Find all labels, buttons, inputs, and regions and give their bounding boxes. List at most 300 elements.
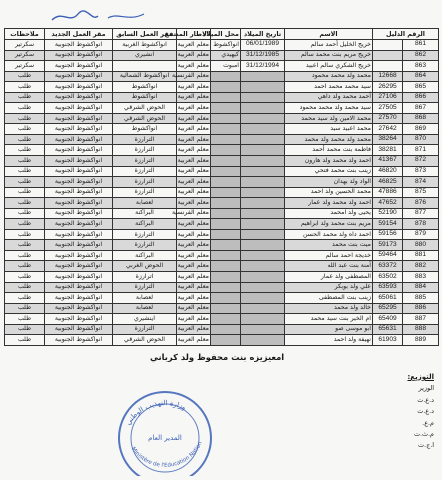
cell-prev [113,61,177,72]
cell-new: انواكشوط الجنوبية [45,50,113,61]
cell-name: فاطمة بنت محمد أحمد [285,145,373,156]
cell-id: 46825 [373,177,403,188]
cell-cat: معلم العربية [177,92,211,103]
cell-notes: طلب [5,208,45,219]
cell-new: انواكشوط الجنوبية [45,272,113,283]
cell-num: 884 [403,282,439,293]
cell-new: انواكشوط الجنوبية [45,282,113,293]
cell-notes: طلب [5,177,45,188]
cell-pob [211,134,241,145]
cell-id: 65061 [373,293,403,304]
cell-num: 869 [403,124,439,135]
cell-num: 870 [403,134,439,145]
cell-num: 881 [403,250,439,261]
cell-dob [241,250,285,261]
cell-prev: انواكشوط الشمالية [113,71,177,82]
cell-num: 882 [403,261,439,272]
cell-cat: معلم العربية [177,145,211,156]
cell-pob [211,261,241,272]
cell-num: 883 [403,272,439,283]
cell-notes: طلب [5,303,45,314]
cell-prev: الترارزة [113,134,177,145]
cell-notes: طلب [5,314,45,325]
cell-dob: 31/12/1994 [241,61,285,72]
cell-name: احمد ولد محمد ولد عمار [285,198,373,209]
cell-notes: طلب [5,113,45,124]
cell-new: انواكشوط الجنوبية [45,219,113,230]
cell-cat: معلم العربية [177,177,211,188]
cell-name: احمد ولد محمد ولد هارون [285,156,373,167]
cell-cat: معلم العربية [177,198,211,209]
table-row [5,219,439,230]
cell-new: انواكشوط الجنوبية [45,187,113,198]
cell-name: محمد اعبيد سيد [285,124,373,135]
cell-pob [211,324,241,335]
cell-id: 41367 [373,156,403,167]
cell-name: محمد ولد محمد ولد محمد [285,134,373,145]
table-row [5,82,439,93]
cell-prev: انواكشوط الغربية [113,40,177,51]
distribution-item: ا.ج.ت [418,441,434,450]
cell-num: 887 [403,314,439,325]
header-name: الاسم [285,29,373,40]
cell-cat: معلم العربية [177,113,211,124]
cell-prev: الحوض الغربي [113,261,177,272]
cell-notes: سكرتير [5,40,45,51]
header-notes: ملاحظات [5,29,45,40]
cell-num: 874 [403,177,439,188]
cell-id: 63372 [373,261,403,272]
cell-prev: الترارزة [113,229,177,240]
table-row [5,124,439,135]
cell-num: 861 [403,40,439,51]
table-row [5,103,439,114]
cell-id: 65295 [373,303,403,314]
cell-num: 889 [403,335,439,346]
cell-notes: طلب [5,145,45,156]
cell-name: يحيى ولد امحمد [285,208,373,219]
cell-num: 866 [403,92,439,103]
distribution-item: م.ع. [422,418,434,427]
table-row [5,314,439,325]
cell-pob [211,303,241,314]
cell-pob [211,198,241,209]
cell-name: خالد ولد محمد [285,303,373,314]
cell-notes: طلب [5,124,45,135]
cell-cat: معلم العربية [177,240,211,251]
cell-prev: انواكشوط [113,82,177,93]
cell-notes: طلب [5,240,45,251]
cell-prev: الترارزة [113,282,177,293]
cell-new: انواكشوط الجنوبية [45,113,113,124]
cell-name: ميت بنت محمد [285,240,373,251]
table-row [5,134,439,145]
table-row [5,293,439,304]
cell-notes: سكرتير [5,50,45,61]
cell-dob [241,113,285,124]
cell-new: انواكشوط الجنوبية [45,61,113,72]
cell-dob [241,177,285,188]
cell-pob [211,166,241,177]
cell-new: انواكشوط الجنوبية [45,198,113,209]
cell-new: انواكشوط الجنوبية [45,250,113,261]
cell-cat: معلم العربية [177,187,211,198]
cell-notes: طلب [5,229,45,240]
cell-prev: لعصابة [113,198,177,209]
cell-dob [241,187,285,198]
cell-pob [211,272,241,283]
cell-name: الواد ولد بهدان [285,177,373,188]
cell-new: انواكشوط الجنوبية [45,156,113,167]
cell-id: 27642 [373,124,403,135]
signature-name: امعيزيزه بنت محفوظ ولد كرباني [150,352,285,362]
cell-notes: طلب [5,82,45,93]
cell-prev: لعصابة [113,293,177,304]
cell-new: انواكشوط الجنوبية [45,177,113,188]
cell-notes: طلب [5,261,45,272]
cell-notes: طلب [5,198,45,209]
cell-num: 875 [403,187,439,198]
table-row [5,113,439,124]
cell-new: انواكشوط الجنوبية [45,71,113,82]
header-num: الرقم الدليل [373,29,439,40]
cell-dob [241,156,285,167]
cell-cat: معلم العربية [177,61,211,72]
distribution-item: م.ث.ت [413,430,434,439]
cell-new: انواكشوط الجنوبية [45,208,113,219]
cell-name: محمد الامين ولد سيد محمد [285,113,373,124]
cell-num: 879 [403,229,439,240]
cell-prev: اينشيري [113,314,177,325]
cell-pob [211,92,241,103]
cell-id: 63502 [373,272,403,283]
table-row [5,198,439,209]
table-row [5,272,439,283]
table-row [5,187,439,198]
cell-num: 867 [403,103,439,114]
cell-cat: معلم العربية [177,335,211,346]
distribution-item: د.ع.ت [417,407,434,416]
cell-pob [211,124,241,135]
cell-name: خديجة احمد سالم [285,250,373,261]
cell-num: 880 [403,240,439,251]
cell-new: انواكشوط الجنوبية [45,124,113,135]
cell-name: علي ولد بوبكر [285,282,373,293]
table-row [5,208,439,219]
cell-new: انواكشوط الجنوبية [45,229,113,240]
cell-cat: معلم العربية [177,282,211,293]
header-prev: مقر العمل السابق [113,29,177,40]
cell-prev: لعصابة [113,303,177,314]
cell-prev: اترارزة [113,272,177,283]
cell-dob [241,145,285,156]
cell-prev: البراكنة [113,208,177,219]
cell-cat: معلم العربية [177,124,211,135]
cell-dob [241,335,285,346]
cell-pob: امبوت [211,61,241,72]
cell-notes: طلب [5,219,45,230]
cell-name: أحمد محمد ولد داهي [285,92,373,103]
cell-pob [211,240,241,251]
cell-pob [211,293,241,304]
cell-id: 38281 [373,145,403,156]
cell-num: 862 [403,50,439,61]
cell-dob: 06/01/1989 [241,40,285,51]
cell-new: انواكشوط الجنوبية [45,145,113,156]
cell-id: 46820 [373,166,403,177]
cell-num: 863 [403,61,439,72]
cell-cat: معلم العربية [177,40,211,51]
cell-notes: طلب [5,71,45,82]
cell-new: انواكشوط الجنوبية [45,103,113,114]
cell-id: 38264 [373,134,403,145]
cell-num: 864 [403,71,439,82]
cell-name: آمنة بنت عبد الله [285,261,373,272]
cell-dob [241,240,285,251]
cell-notes: طلب [5,134,45,145]
cell-notes: طلب [5,103,45,114]
cell-prev: الحوض الشرقي [113,113,177,124]
cell-cat: معلم العربية [177,166,211,177]
cell-id: 47652 [373,198,403,209]
cell-num: 871 [403,145,439,156]
cell-num: 888 [403,324,439,335]
cell-notes: طلب [5,166,45,177]
cell-id [373,61,403,72]
cell-dob [241,103,285,114]
cell-cat: معلم العربية [177,134,211,145]
cell-name: ام الخير بنت سيد محمد [285,314,373,325]
cell-new: انواكشوط الجنوبية [45,335,113,346]
table-row [5,50,439,61]
table-row [5,92,439,103]
cell-prev: الترارزة [113,156,177,167]
cell-dob [241,166,285,177]
cell-cat: معلم العربية [177,156,211,167]
cell-dob [241,272,285,283]
cell-pob [211,282,241,293]
cell-num: 865 [403,82,439,93]
handwritten-scribble [48,8,148,26]
cell-id: 59173 [373,240,403,251]
cell-pob: انواكشوط [211,40,241,51]
header-pob: محل الميلاد [202,29,239,38]
cell-id: 27505 [373,103,403,114]
cell-prev: الترارزة [113,324,177,335]
table-row [5,324,439,335]
cell-name: احمد داه ولد محمد الحسن [285,229,373,240]
cell-pob [211,335,241,346]
table-row [5,335,439,346]
cell-name: محمد ولد محمد محمود [285,71,373,82]
table-row [5,177,439,188]
table-row [5,156,439,167]
official-stamp [110,380,220,476]
table-row [5,250,439,261]
cell-pob [211,229,241,240]
cell-id: 26295 [373,82,403,93]
stamp-ring-text: وزارة التهذيب الوطني [124,399,188,427]
cell-cat: معلم الفرنسية [177,71,211,82]
cell-num: 885 [403,293,439,304]
cell-name: المصطفى ولد عمار [285,272,373,283]
header-new: مقر العمل الجديد [45,29,113,40]
cell-pob [211,177,241,188]
cell-prev: الترارزة [113,166,177,177]
cell-id: 61903 [373,335,403,346]
cell-cat: معلم العربية [177,272,211,283]
cell-dob [241,82,285,93]
cell-prev: الترارزة [113,177,177,188]
cell-name: نهيفة ولد احمد [285,335,373,346]
cell-new: انواكشوط الجنوبية [45,261,113,272]
cell-dob [241,261,285,272]
cell-dob [241,282,285,293]
stamp-bottom-text: Ministère de l'Education Nation [129,440,204,469]
cell-notes: سكرتير [5,61,45,72]
table-row [5,166,439,177]
cell-prev: الترارزة [113,145,177,156]
table-row [5,303,439,314]
cell-dob [241,324,285,335]
cell-notes: طلب [5,293,45,304]
cell-id: 52190 [373,208,403,219]
cell-name: محمد الحسين ولد احمد [285,187,373,198]
cell-num: 886 [403,303,439,314]
cell-pob: كيهيدي [211,50,241,61]
cell-prev: انواكشوط [113,124,177,135]
cell-cat: معلم العربية [177,303,211,314]
table-row [5,71,439,82]
cell-pob [211,187,241,198]
table-header-row [5,29,439,40]
cell-id: 59464 [373,250,403,261]
cell-new: انواكشوط الجنوبية [45,303,113,314]
cell-name: خريج الخليل أحمد سالم [285,40,373,51]
cell-cat: معلم العربية [177,261,211,272]
header-dob: تاريخ الميلاد [241,29,285,40]
cell-cat: معلم الفرنسية [177,208,211,219]
cell-num: 873 [403,166,439,177]
cell-name: زينب بنت محمد فتحي [285,166,373,177]
cell-cat: معلم العربية [177,50,211,61]
cell-pob [211,208,241,219]
distribution-list [407,372,434,452]
cell-cat: معلم العربية [177,324,211,335]
cell-new: انواكشوط الجنوبية [45,92,113,103]
cell-dob [241,219,285,230]
cell-dob [241,303,285,314]
cell-notes: طلب [5,282,45,293]
cell-notes: طلب [5,156,45,167]
cell-new: انواكشوط الجنوبية [45,324,113,335]
table-row [5,229,439,240]
cell-pob [211,156,241,167]
table-row [5,61,439,72]
cell-dob [241,314,285,325]
cell-id [373,50,403,61]
cell-id: 27570 [373,113,403,124]
cell-id: 47886 [373,187,403,198]
cell-dob [241,229,285,240]
cell-name: مريم بنت محمد ولد ابراهيم [285,219,373,230]
cell-dob [241,293,285,304]
cell-prev: البراكنة [113,250,177,261]
cell-pob [211,219,241,230]
cell-dob [241,71,285,82]
cell-pob [211,145,241,156]
cell-notes: طلب [5,250,45,261]
cell-cat: معلم العربية [177,103,211,114]
cell-name: ابو موسى صو [285,324,373,335]
cell-dob [241,198,285,209]
cell-pob [211,113,241,124]
cell-num: 876 [403,198,439,209]
cell-id: 12668 [373,71,403,82]
cell-cat: معلم العربية [177,219,211,230]
cell-num: 877 [403,208,439,219]
cell-new: انواكشوط الجنوبية [45,166,113,177]
cell-id: 63593 [373,282,403,293]
cell-cat: معلم العربية [177,229,211,240]
cell-name: سيد محمد محمد احمد [285,82,373,93]
table-row [5,145,439,156]
stamp-center-text: المدير العام [148,434,182,442]
cell-pob [211,250,241,261]
cell-notes: طلب [5,335,45,346]
cell-prev: انواكشوط [113,92,177,103]
cell-new: انواكشوط الجنوبية [45,134,113,145]
cell-name: خريج الشكري سالم اعبيد [285,61,373,72]
cell-id: 59156 [373,229,403,240]
cell-cat: معلم العربية [177,250,211,261]
cell-notes: طلب [5,272,45,283]
cell-prev: البراكنة [113,219,177,230]
cell-num: 868 [403,113,439,124]
cell-new: انواكشوط الجنوبية [45,293,113,304]
cell-pob [211,82,241,93]
cell-pob [211,103,241,114]
transfer-table [4,28,439,346]
cell-new: انواكشوط الجنوبية [45,40,113,51]
cell-dob [241,134,285,145]
cell-dob [241,92,285,103]
cell-id [373,40,403,51]
table-row [5,40,439,51]
cell-notes: طلب [5,324,45,335]
cell-dob: 31/12/1985 [241,50,285,61]
table-row [5,240,439,251]
cell-dob [241,124,285,135]
cell-name: خريج مريم بنت محمد سالم [285,50,373,61]
header-cat: الاطار المنتفع [164,29,209,38]
cell-prev: الترارزة [113,240,177,251]
cell-new: انواكشوط الجنوبية [45,240,113,251]
cell-notes: طلب [5,187,45,198]
cell-new: انواكشوط الجنوبية [45,314,113,325]
table-row [5,282,439,293]
cell-id: 59154 [373,219,403,230]
cell-name: سيد محمد ولد محمد محمود [285,103,373,114]
cell-notes: طلب [5,92,45,103]
cell-id: 65631 [373,324,403,335]
cell-prev: انشيري [113,50,177,61]
cell-id: 65409 [373,314,403,325]
cell-pob [211,71,241,82]
table-row [5,261,439,272]
cell-prev: الحوض الشرقي [113,335,177,346]
distribution-item: الوزير [418,384,434,393]
